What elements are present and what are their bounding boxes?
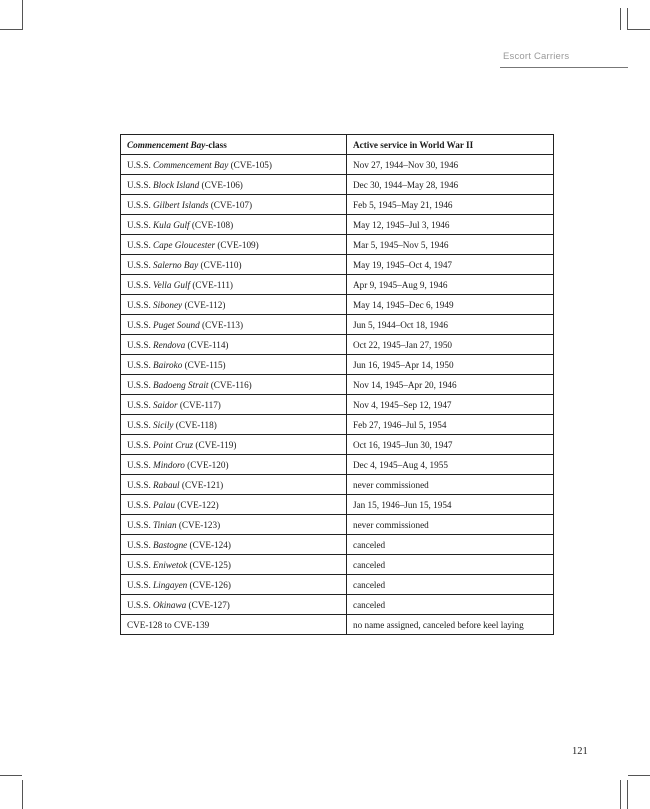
ship-name: Gilbert Islands — [153, 199, 209, 210]
service-cell: canceled — [347, 535, 554, 555]
service-cell: May 19, 1945–Oct 4, 1947 — [347, 255, 554, 275]
service-cell: Apr 9, 1945–Aug 9, 1946 — [347, 275, 554, 295]
service-cell: never commissioned — [347, 515, 554, 535]
ship-cell — [121, 195, 347, 215]
ship-prefix: U.S.S. — [127, 519, 154, 530]
table-row — [121, 615, 554, 635]
crop-mark — [0, 29, 22, 30]
crop-mark — [620, 780, 621, 809]
hull-number: (CVE-125) — [187, 559, 231, 570]
ship-prefix: U.S.S. — [127, 499, 154, 510]
ship-name: Kula Gulf — [153, 219, 190, 230]
page-number: 121 — [572, 746, 588, 757]
table-row — [121, 455, 554, 475]
service-cell: Feb 27, 1946–Jul 5, 1954 — [347, 415, 554, 435]
table-row — [121, 495, 554, 515]
ship-prefix: U.S.S. — [127, 379, 154, 390]
running-head: Escort Carriers — [503, 51, 570, 62]
ship-prefix: U.S.S. — [127, 359, 154, 370]
ship-name: Bastogne — [153, 539, 188, 550]
table-row — [121, 355, 554, 375]
ship-name: Mindoro — [153, 459, 185, 470]
running-head-rule — [500, 67, 628, 68]
service-cell: Nov 27, 1944–Nov 30, 1946 — [347, 155, 554, 175]
table-row — [121, 195, 554, 215]
service-cell: Nov 14, 1945–Apr 20, 1946 — [347, 375, 554, 395]
ship-cell — [121, 615, 347, 635]
ship-prefix: U.S.S. — [127, 259, 154, 270]
ship-cell — [121, 355, 347, 375]
hull-number: (CVE-113) — [199, 319, 244, 330]
hull-number: (CVE-124) — [187, 539, 231, 550]
hull-number: (CVE-112) — [182, 299, 226, 310]
table-row — [121, 395, 554, 415]
table-row — [121, 295, 554, 315]
table-body — [121, 155, 554, 635]
hull-number: (CVE-123) — [176, 519, 221, 530]
ship-prefix: U.S.S. — [127, 339, 154, 350]
ship-cell — [121, 495, 347, 515]
table-row — [121, 175, 554, 195]
ship-prefix: U.S.S. — [127, 279, 154, 290]
hull-number: (CVE-114) — [185, 339, 229, 350]
ship-cell — [121, 175, 347, 195]
ship-name: Palau — [153, 499, 175, 510]
ship-name: Block Island — [153, 179, 200, 190]
ship-name: Tinian — [153, 519, 177, 530]
ship-prefix: U.S.S. — [127, 319, 154, 330]
ship-name: Siboney — [153, 299, 183, 310]
crop-mark — [628, 29, 650, 30]
ship-cell — [121, 595, 347, 615]
ship-name: Vella Gulf — [153, 279, 191, 290]
hull-number: (CVE-111) — [190, 279, 233, 290]
ship-name: Puget Sound — [153, 319, 200, 330]
table-row — [121, 435, 554, 455]
ship-name: Sicily — [153, 419, 174, 430]
escort-carrier-table — [120, 134, 554, 635]
ship-name: Point Cruz — [153, 439, 194, 450]
hull-number: (CVE-119) — [193, 439, 237, 450]
ship-cell — [121, 155, 347, 175]
ship-cell — [121, 335, 347, 355]
ship-prefix: U.S.S. — [127, 559, 154, 570]
table-row — [121, 335, 554, 355]
hull-number: (CVE-117) — [177, 399, 221, 410]
ship-name: Badoeng Strait — [153, 379, 209, 390]
ship-prefix: U.S.S. — [127, 399, 154, 410]
ship-name: Salerno Bay — [153, 259, 199, 270]
service-cell: no name assigned, canceled before keel laying — [347, 615, 554, 635]
service-cell: May 14, 1945–Dec 6, 1949 — [347, 295, 554, 315]
service-cell: Dec 30, 1944–May 28, 1946 — [347, 175, 554, 195]
ship-cell — [121, 315, 347, 335]
table-row — [121, 535, 554, 555]
ship-prefix: U.S.S. — [127, 239, 154, 250]
table-row — [121, 375, 554, 395]
crop-mark — [22, 0, 23, 30]
crop-mark — [628, 775, 650, 776]
service-cell: Oct 16, 1945–Jun 30, 1947 — [347, 435, 554, 455]
ship-name: Cape Gloucester — [153, 239, 216, 250]
service-cell: Nov 4, 1945–Sep 12, 1947 — [347, 395, 554, 415]
hull-number: (CVE-116) — [208, 379, 252, 390]
table-row — [121, 575, 554, 595]
service-cell: Jan 15, 1946–Jun 15, 1954 — [347, 495, 554, 515]
hull-number: (CVE-105) — [228, 159, 272, 170]
table-row — [121, 475, 554, 495]
ship-cell — [121, 255, 347, 275]
service-cell: Jun 5, 1944–Oct 18, 1946 — [347, 315, 554, 335]
service-cell: never commissioned — [347, 475, 554, 495]
crop-mark — [620, 8, 621, 30]
class-name: Commencement Bay — [127, 139, 206, 150]
hull-number: (CVE-109) — [215, 239, 259, 250]
hull-number: (CVE-121) — [179, 479, 224, 490]
service-cell: Dec 4, 1945–Aug 4, 1955 — [347, 455, 554, 475]
ship-cell — [121, 415, 347, 435]
ship-name: Saidor — [153, 399, 178, 410]
hull-number: (CVE-110) — [198, 259, 242, 270]
crop-mark — [627, 780, 628, 809]
hull-number: (CVE-107) — [208, 199, 253, 210]
table-row — [121, 555, 554, 575]
service-cell: Mar 5, 1945–Nov 5, 1946 — [347, 235, 554, 255]
hull-number: (CVE-122) — [175, 499, 219, 510]
ship-cell — [121, 555, 347, 575]
ship-prefix: U.S.S. — [127, 219, 154, 230]
ship-prefix: U.S.S. — [127, 299, 154, 310]
service-cell: Jun 16, 1945–Apr 14, 1950 — [347, 355, 554, 375]
ship-cell — [121, 535, 347, 555]
ship-cell — [121, 235, 347, 255]
ship-prefix: U.S.S. — [127, 439, 154, 450]
ship-name: Lingayen — [153, 579, 188, 590]
service-column-header: Active service in World War II — [347, 135, 554, 155]
table-row — [121, 255, 554, 275]
crop-mark — [22, 780, 23, 809]
service-cell: canceled — [347, 555, 554, 575]
ship-name: Okinawa — [153, 599, 187, 610]
hull-number: (CVE-106) — [199, 179, 243, 190]
ship-cell — [121, 395, 347, 415]
ship-cell — [121, 475, 347, 495]
ship-name: Commencement Bay — [153, 159, 229, 170]
table-row — [121, 595, 554, 615]
ship-cell — [121, 295, 347, 315]
ship-prefix: U.S.S. — [127, 539, 154, 550]
hull-number: (CVE-127) — [186, 599, 230, 610]
ship-name: Rendova — [153, 339, 186, 350]
service-cell: canceled — [347, 595, 554, 615]
ship-cell — [121, 455, 347, 475]
table-row — [121, 415, 554, 435]
ship-prefix: U.S.S. — [127, 159, 154, 170]
hull-number: (CVE-115) — [182, 359, 226, 370]
table-row — [121, 315, 554, 335]
ship-prefix: U.S.S. — [127, 599, 154, 610]
hull-number: (CVE-118) — [173, 419, 217, 430]
ship-name: Bairoko — [153, 359, 183, 370]
ship-prefix: U.S.S. — [127, 479, 154, 490]
table-row — [121, 515, 554, 535]
ship-cell — [121, 515, 347, 535]
ship-prefix: U.S.S. — [127, 419, 154, 430]
ship-prefix: CVE-128 to CVE-139 — [127, 619, 210, 630]
class-suffix: -class — [205, 139, 227, 150]
ship-name: Eniwetok — [153, 559, 188, 570]
crop-mark — [627, 8, 628, 30]
service-cell: Feb 5, 1945–May 21, 1946 — [347, 195, 554, 215]
table-row — [121, 155, 554, 175]
ship-prefix: U.S.S. — [127, 459, 154, 470]
service-cell: May 12, 1945–Jul 3, 1946 — [347, 215, 554, 235]
ship-cell — [121, 575, 347, 595]
service-cell: canceled — [347, 575, 554, 595]
ship-prefix: U.S.S. — [127, 199, 154, 210]
ship-cell — [121, 435, 347, 455]
ship-prefix: U.S.S. — [127, 179, 154, 190]
table-row — [121, 215, 554, 235]
hull-number: (CVE-108) — [189, 219, 234, 230]
ship-name: Rabaul — [153, 479, 180, 490]
hull-number: (CVE-120) — [184, 459, 229, 470]
table-row — [121, 275, 554, 295]
class-column-header — [121, 135, 347, 155]
table-header-row — [121, 135, 554, 155]
ship-cell — [121, 375, 347, 395]
ship-cell — [121, 275, 347, 295]
crop-mark — [0, 775, 22, 776]
ship-cell — [121, 215, 347, 235]
hull-number: (CVE-126) — [187, 579, 231, 590]
service-cell: Oct 22, 1945–Jan 27, 1950 — [347, 335, 554, 355]
table-row — [121, 235, 554, 255]
ship-prefix: U.S.S. — [127, 579, 154, 590]
